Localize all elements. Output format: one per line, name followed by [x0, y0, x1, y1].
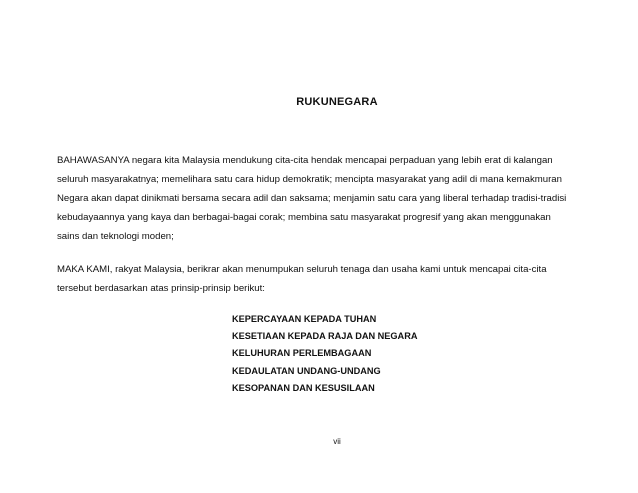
- preamble-line: seluruh masyarakatnya; memelihara satu cara hidup demokratik; mencipta masyarakat yang adil di mana kemakmuran: [57, 174, 562, 185]
- preamble-line: BAHAWASANYA negara kita Malaysia mendukung cita-cita hendak mencapai perpaduan yang lebih erat di kalangan: [57, 155, 553, 166]
- pledge-line: MAKA KAMI, rakyat Malaysia, berikrar akan menumpukan seluruh tenaga dan usaha kami untuk mencapai cita-cita: [57, 264, 547, 275]
- principle-item: KEDAULATAN UNDANG-UNDANG: [232, 365, 381, 376]
- principle-item: KESETIAAN KEPADA RAJA DAN NEGARA: [232, 331, 418, 342]
- pledge-line: tersebut berdasarkan atas prinsip-prinsip berikut:: [57, 283, 265, 294]
- pledge-paragraph: [57, 260, 587, 298]
- principles-list: [232, 311, 417, 397]
- principle-item: KEPERCAYAAN KEPADA TUHAN: [232, 314, 377, 324]
- preamble-line: Negara akan dapat dinikmati bersama secara adil dan saksama; menjamin satu cara yang liberal terhadap tradisi-tradisi: [57, 193, 567, 204]
- preamble-line: kebudayaannya yang kaya dan berbagai-bagai corak; membina satu masyarakat progresif yang akan menggunakan: [57, 212, 551, 223]
- principle-item: KESOPANAN DAN KESUSILAAN: [232, 382, 375, 393]
- preamble-line: sains dan teknologi moden;: [57, 231, 174, 242]
- preamble-paragraph: [57, 151, 587, 246]
- page-number: vii: [333, 437, 341, 446]
- page-title: RUKUNEGARA: [296, 96, 378, 108]
- principle-item: KELUHURAN PERLEMBAGAAN: [232, 348, 372, 359]
